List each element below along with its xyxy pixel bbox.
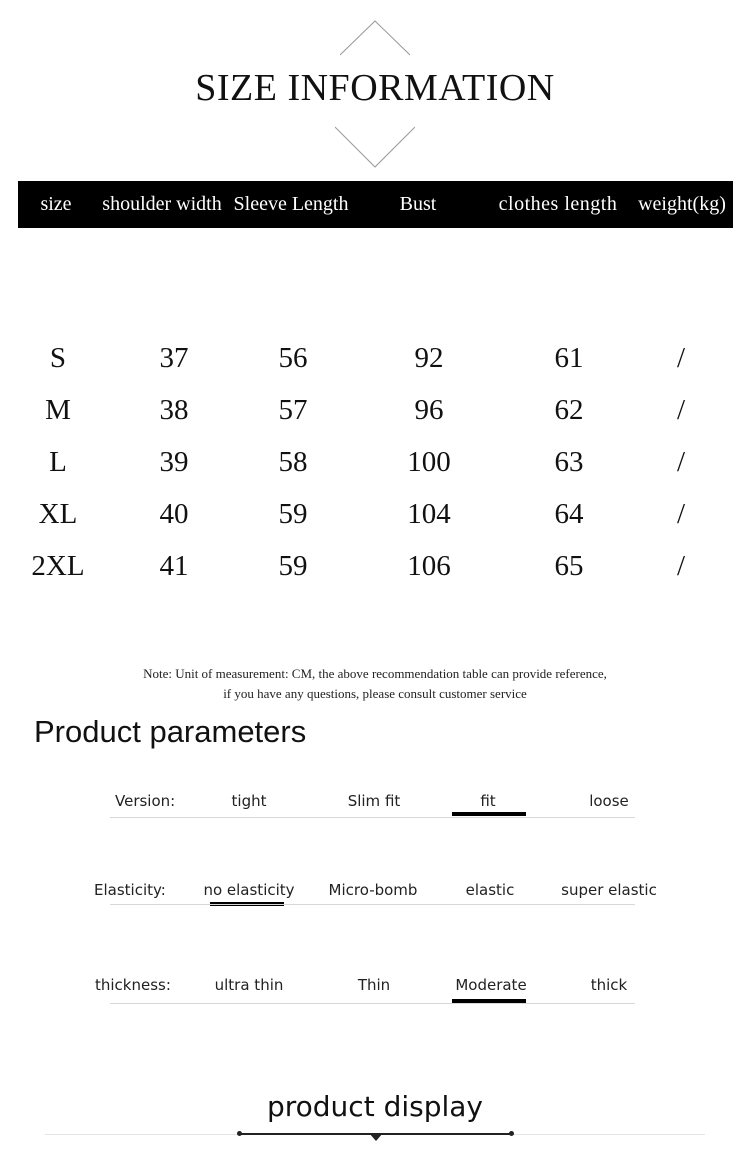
sleeve-cell: 58 [278, 446, 308, 478]
version-option: Slim fit [347, 792, 401, 810]
weight-cell: / [676, 394, 686, 426]
elasticity-row [0, 881, 750, 911]
product-display-title: product display [266, 1090, 483, 1123]
header-sleeve-length: Sleeve Length [233, 193, 349, 215]
weight-cell: / [676, 550, 686, 582]
length-cell: 64 [554, 498, 584, 530]
table-row [0, 390, 750, 430]
weight-cell: / [676, 446, 686, 478]
table-row [0, 442, 750, 482]
thickness-option: thick [590, 976, 628, 994]
divider [110, 817, 635, 818]
sleeve-cell: 57 [278, 394, 308, 426]
size-cell: 2XL [31, 550, 85, 582]
header-clothes-length: clothes length [498, 193, 618, 215]
header-size: size [40, 193, 72, 215]
sleeve-cell: 59 [278, 550, 308, 582]
size-cell: M [45, 394, 71, 426]
size-table-header [18, 181, 733, 228]
chevron-up-icon [340, 20, 410, 56]
bust-cell: 96 [414, 394, 444, 426]
dot-icon [509, 1131, 514, 1136]
size-cell: L [49, 446, 67, 478]
divider [110, 1003, 635, 1004]
version-option-selected: fit [480, 792, 496, 810]
version-option: loose [589, 792, 629, 810]
thickness-option-selected: Moderate [455, 976, 527, 994]
page-title: SIZE INFORMATION [195, 67, 555, 109]
version-label: Version: [115, 792, 176, 810]
triangle-down-icon [369, 1133, 383, 1141]
header-weight: weight(kg) [638, 193, 726, 215]
chevron-down-icon [335, 126, 415, 168]
version-option: tight [231, 792, 267, 810]
measurement-note: Note: Unit of measurement: CM, the above recommendation table can provide reference, [143, 666, 607, 681]
shoulder-cell: 40 [159, 498, 189, 530]
sleeve-cell: 56 [278, 342, 308, 374]
sleeve-cell: 59 [278, 498, 308, 530]
elasticity-option: super elastic [561, 881, 657, 899]
weight-cell: / [676, 498, 686, 530]
product-parameters-title: Product parameters [34, 714, 307, 749]
thickness-option: Thin [357, 976, 391, 994]
header-bust: Bust [399, 193, 437, 215]
table-row [0, 494, 750, 534]
thickness-option: ultra thin [214, 976, 284, 994]
elasticity-option: elastic [465, 881, 515, 899]
elasticity-label: Elasticity: [94, 881, 166, 899]
size-cell: S [49, 342, 67, 374]
dot-icon [237, 1131, 242, 1136]
table-row [0, 546, 750, 586]
thickness-row [0, 976, 750, 1006]
bust-cell: 92 [414, 342, 444, 374]
bust-cell: 104 [407, 498, 451, 530]
length-cell: 65 [554, 550, 584, 582]
shoulder-cell: 41 [159, 550, 189, 582]
length-cell: 62 [554, 394, 584, 426]
weight-cell: / [676, 342, 686, 374]
shoulder-cell: 39 [159, 446, 189, 478]
length-cell: 63 [554, 446, 584, 478]
thickness-label: thickness: [95, 976, 171, 994]
elasticity-option: Micro-bomb [328, 881, 418, 899]
version-selected-marker [452, 812, 526, 816]
shoulder-cell: 38 [159, 394, 189, 426]
elasticity-option-selected: no elasticity [203, 881, 295, 899]
size-cell: XL [38, 498, 78, 530]
bust-cell: 100 [407, 446, 451, 478]
measurement-note-continued: if you have any questions, please consult customer service [223, 686, 527, 701]
divider [110, 904, 635, 905]
bust-cell: 106 [407, 550, 451, 582]
length-cell: 61 [554, 342, 584, 374]
shoulder-cell: 37 [159, 342, 189, 374]
table-row [0, 338, 750, 378]
header-shoulder-width: shoulder width [102, 193, 222, 215]
